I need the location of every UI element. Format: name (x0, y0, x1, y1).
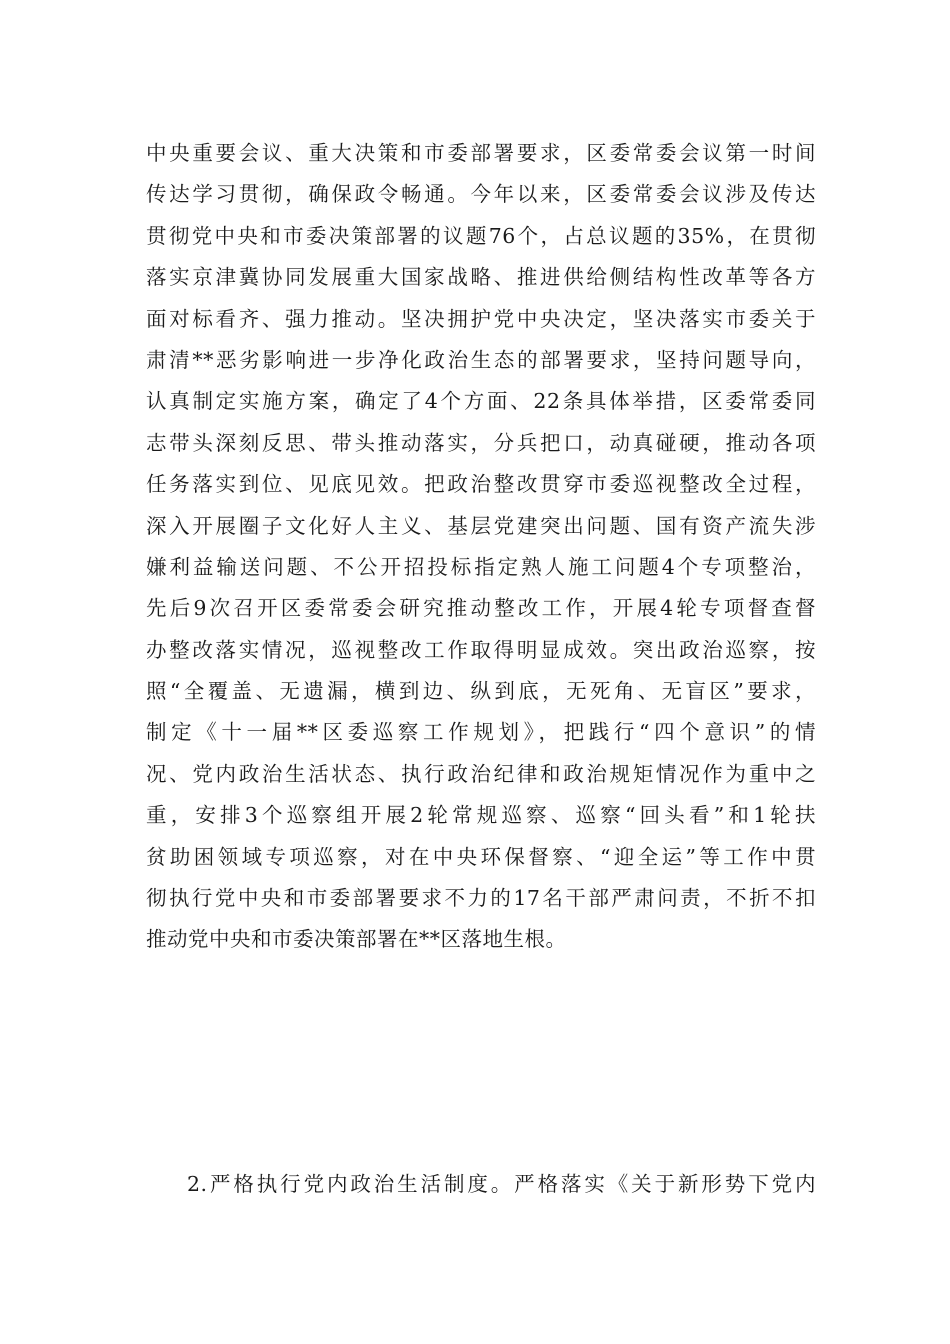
paragraph-2-start (187, 1164, 816, 1205)
text-line: 面对标看齐、强力推动。坚决拥护党中央决定，坚决落实市委关于 (146, 306, 816, 331)
section-heading-line: 2.严格执行党内政治生活制度。严格落实《关于新形势下党内 (187, 1172, 816, 1196)
text-line: 传达学习贯彻，确保政令畅通。今年以来，区委常委会议涉及传达 (146, 182, 816, 207)
paragraph-body (146, 133, 816, 961)
text-line: 办整改落实情况，巡视整改工作取得明显成效。突出政治巡察，按 (146, 637, 816, 662)
text-line: 肃清**恶劣影响进一步净化政治生态的部署要求，坚持问题导向， (146, 347, 816, 372)
text-line: 认真制定实施方案，确定了4个方面、22条具体举措，区委常委同 (146, 389, 816, 414)
text-line: 重，安排3个巡察组开展2轮常规巡察、巡察“回头看”和1轮扶 (146, 803, 816, 828)
text-line: 落实京津冀协同发展重大国家战略、推进供给侧结构性改革等各方 (146, 265, 816, 290)
text-line: 深入开展圈子文化好人主义、基层党建突出问题、国有资产流失涉 (146, 513, 816, 538)
text-line: 志带头深刻反思、带头推动落实，分兵把口，动真碰硬，推动各项 (146, 430, 816, 455)
text-line: 推动党中央和市委决策部署在**区落地生根。 (146, 927, 567, 952)
text-line: 嫌利益输送问题、不公开招投标指定熟人施工问题4个专项整治， (146, 554, 816, 579)
text-line: 照“全覆盖、无遗漏，横到边、纵到底，无死角、无盲区”要求， (146, 679, 816, 704)
text-line: 况、党内政治生活状态、执行政治纪律和政治规矩情况作为重中之 (146, 761, 816, 786)
text-line: 制定《十一届**区委巡察工作规划》，把践行“四个意识”的情 (146, 720, 816, 745)
text-line: 先后9次召开区委常委会研究推动整改工作，开展4轮专项督查督 (146, 596, 816, 621)
text-line: 贫助困领域专项巡察，对在中央环保督察、“迎全运”等工作中贯 (146, 844, 816, 869)
text-line: 任务落实到位、见底见效。把政治整改贯穿市委巡视整改全过程， (146, 472, 816, 497)
text-line: 中央重要会议、重大决策和市委部署要求，区委常委会议第一时间 (146, 141, 816, 165)
text-line: 贯彻党中央和市委决策部署的议题76个，占总议题的35%，在贯彻 (146, 223, 816, 248)
text-line: 彻执行党中央和市委部署要求不力的17名干部严肃问责，不折不扣 (146, 886, 816, 911)
